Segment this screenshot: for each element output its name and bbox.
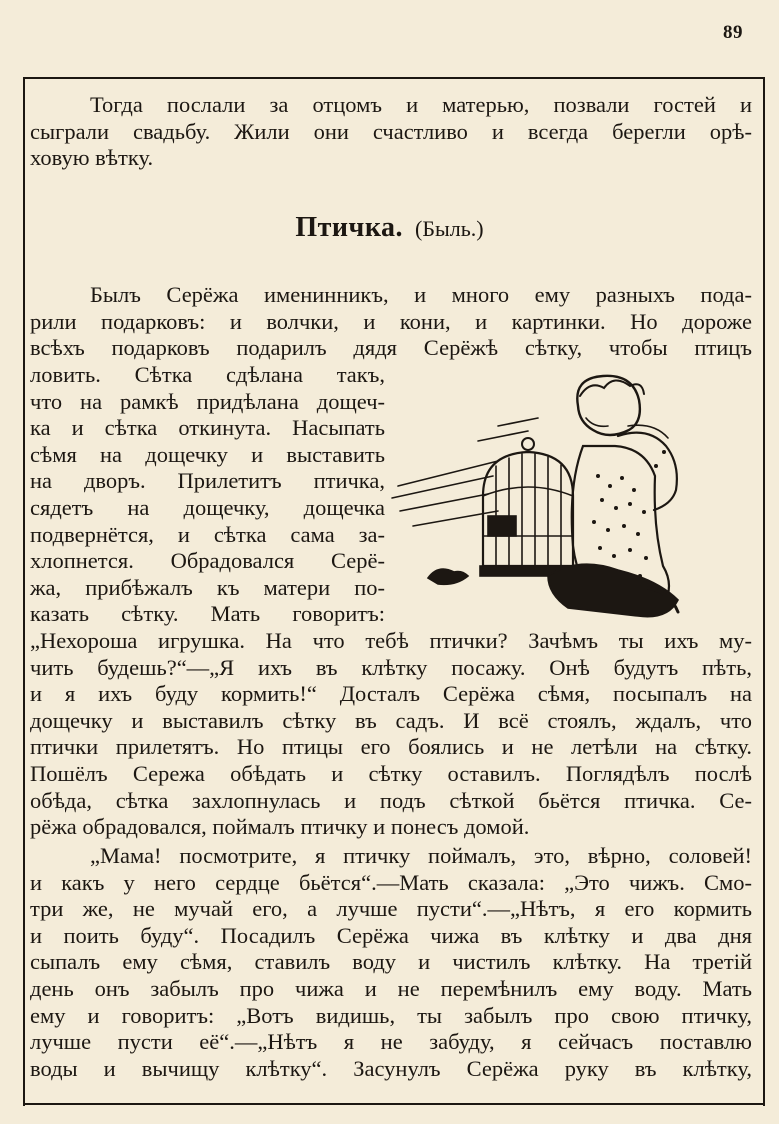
boy-with-cage-illustration: [388, 366, 698, 622]
text-line: „Мама! посмотрите, я птичку поймалъ, это, вѣрно, соловей!: [90, 843, 752, 868]
text-line: всѣхъ подарковъ подарилъ дядя Серёжѣ сѣтку, чтобы птицъ: [30, 335, 752, 361]
text-line: сыпалъ ему сѣмя, ставилъ воду и чистилъ клѣтку. На третій: [30, 949, 752, 975]
text-line: подвернётся, и сѣтка сама за-: [30, 521, 385, 547]
text-line: дощечку и выставилъ сѣтку въ садъ. И всё стоялъ, ждалъ, что: [30, 707, 752, 733]
text-line: ему и говоритъ: „Вотъ видишь, ты забылъ про свою птичку,: [30, 1002, 752, 1028]
story-paragraph-3: [30, 843, 752, 1082]
text-line: чить будешь?“—„Я ихъ въ клѣтку посажу. Онѣ будутъ пѣть,: [30, 654, 752, 680]
text-line: обѣда, сѣтка захлопнулась и подъ сѣткой бьётся птичка. Се-: [30, 787, 752, 813]
text-line: три же, не мучай его, а лучше пусти“.—„Нѣтъ, я его кормить: [30, 896, 752, 922]
story-title-main: Птичка.: [295, 212, 404, 243]
text-line: и поить буду“. Посадилъ Серёжа чижа въ клѣтку и два дня: [30, 922, 752, 948]
text-line: хлопнется. Обрадовался Серё-: [30, 548, 385, 574]
text-line: рили подарковъ: и волчки, и кони, и картинки. Но дороже: [30, 308, 752, 334]
text-line: ловить. Сѣтка сдѣлана такъ,: [30, 362, 385, 387]
page-number: 89: [723, 22, 743, 43]
text-line: сыграли свадьбу. Жили они счастливо и всегда берегли орѣ-: [30, 118, 752, 144]
story-paragraph-2: [30, 628, 752, 841]
text-line: что на рамкѣ придѣлана дощеч-: [30, 388, 385, 414]
text-line: казать сѣтку. Мать говоритъ:: [30, 601, 385, 627]
text-line: жа, прибѣжалъ къ матери по-: [30, 574, 385, 600]
text-line: Былъ Серёжа именинникъ, и много ему разныхъ пода-: [90, 282, 752, 307]
text-line: Тогда послали за отцомъ и матерью, позвали гостей и: [90, 92, 752, 117]
text-line: „Нехороша игрушка. На что тебѣ птички? Зачѣмъ ты ихъ му-: [30, 628, 752, 653]
text-line: рёжа обрадовался, поймалъ птичку и понесъ домой.: [30, 814, 530, 840]
text-line: день онъ забылъ про чижа и не перемѣнилъ ему воду. Мать: [30, 975, 752, 1001]
text-line: сѣмя на дощечку и выставить: [30, 441, 385, 467]
text-line: Пошёлъ Сережа обѣдать и сѣтку оставилъ. Поглядѣлъ послѣ: [30, 760, 752, 786]
text-line: птички прилетятъ. Но птицы его боялись и не летѣли на сѣтку.: [30, 734, 752, 760]
bottom-rule: [23, 1103, 765, 1105]
text-line: и какъ у него сердце бьётся“.—Мать сказала: „Это чижъ. Смо-: [30, 869, 752, 895]
text-line: сядетъ на дощечку, дощечка: [30, 494, 385, 520]
text-line: ховую вѣтку.: [30, 145, 154, 171]
intro-paragraph: [30, 92, 752, 172]
text-line: воды и вычищу клѣтку“. Засунулъ Серёжа руку въ клѣтку,: [30, 1055, 752, 1081]
text-line: лучше пусти её“.—„Нѣтъ я не забуду, я сейчасъ поставлю: [30, 1029, 752, 1055]
story-title-sub: (Быль.): [415, 216, 484, 241]
text-line: ка и сѣтка откинута. Насыпать: [30, 415, 385, 441]
story-paragraph-1-top: [30, 282, 752, 362]
story-paragraph-1-narrow: [30, 362, 385, 628]
text-line: и я ихъ буду кормить!“ Досталъ Серёжа сѣмя, посыпалъ на: [30, 681, 752, 707]
text-line: на дворъ. Прилетитъ птичка,: [30, 468, 385, 494]
story-title: [0, 212, 779, 244]
